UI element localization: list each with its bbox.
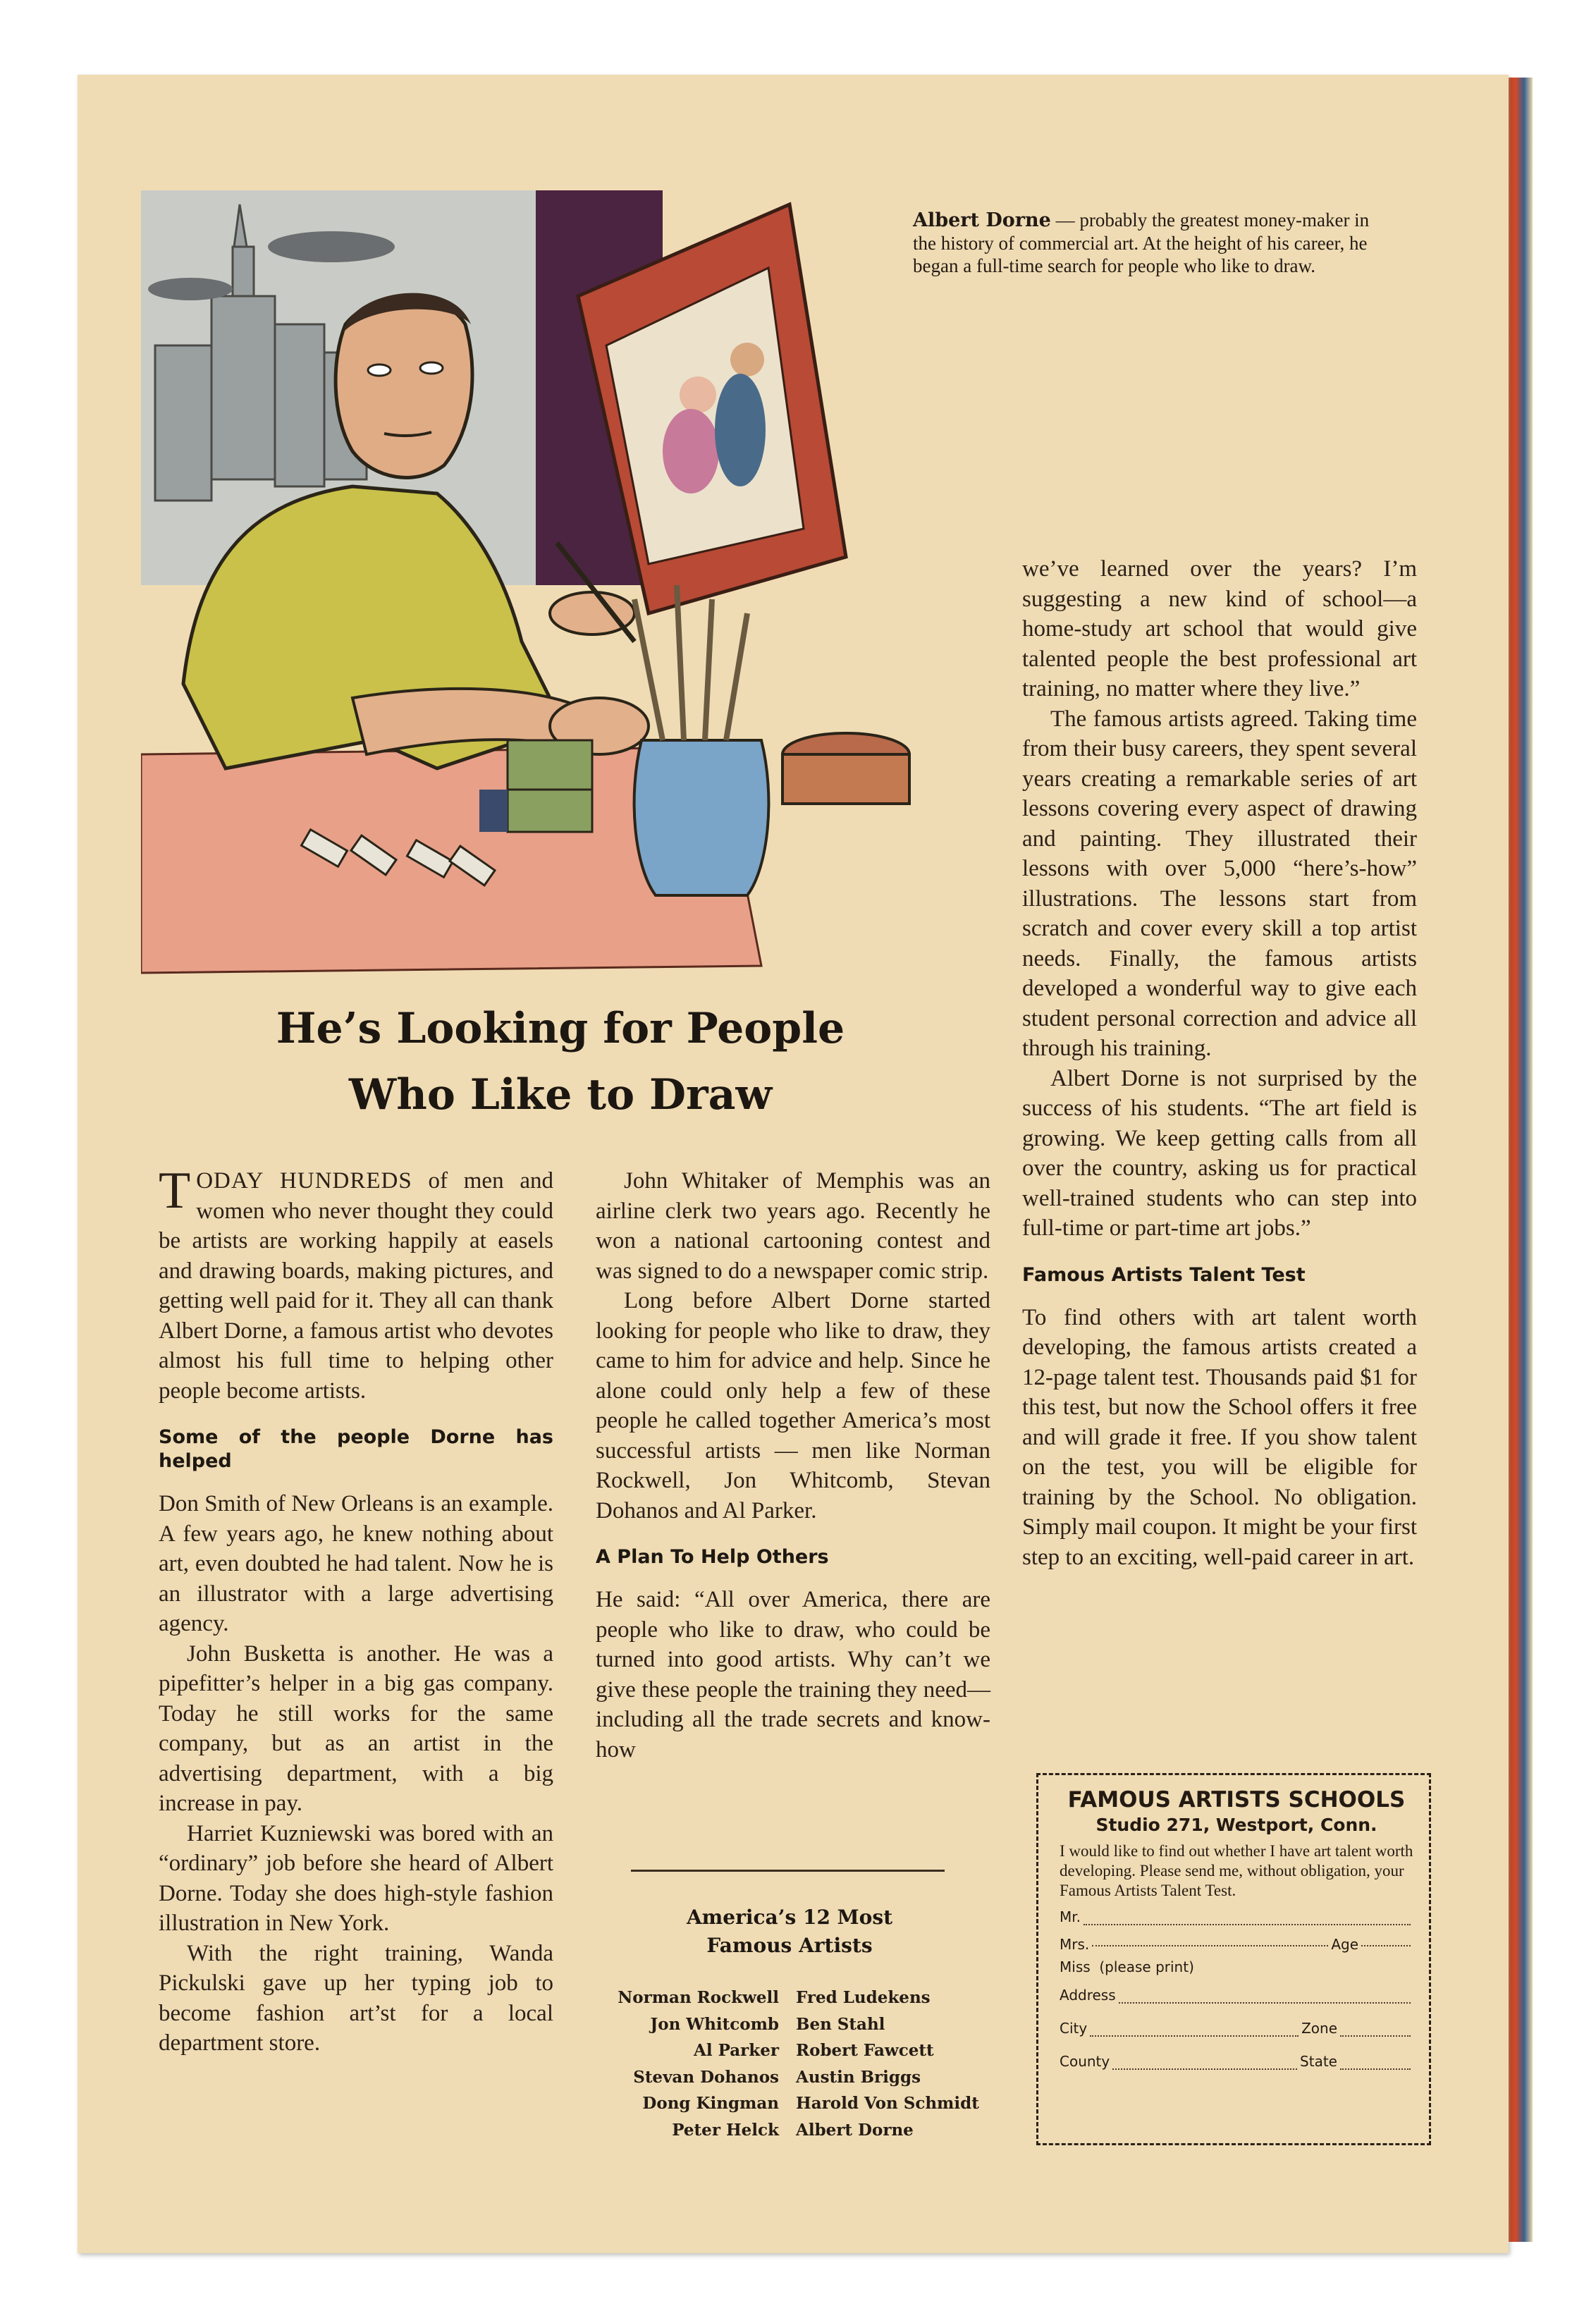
- field-label: State: [1300, 2053, 1337, 2070]
- artist-eye: [420, 362, 443, 374]
- coupon-field-mr[interactable]: [1060, 1901, 1413, 1934]
- cloud: [148, 278, 233, 300]
- artist-name: Al Parker: [694, 2041, 779, 2060]
- lead-caps: ODAY HUNDREDS: [196, 1168, 412, 1194]
- paragraph-talent-test: To find others with art talent worth developing, the famous artists created a 12-page talent test. Thousands paid $1 for this test, but now the School offers it free and will grade it free. If you show talent on the test, you will be eligible for training by the School. No obligation. Simply mail coupon. It might be your first step to an exciting, well-paid career in art.: [1022, 1304, 1417, 1570]
- coupon-field-address[interactable]: [1060, 1979, 1413, 2012]
- drop-cap: T: [159, 1162, 191, 1220]
- column-2: [596, 1166, 990, 1765]
- artist-name: Norman Rockwell: [618, 1988, 779, 2007]
- paragraph-harriet: Harriet Kuzniewski was bored with an “ordinary” job before she heard of Albert Dorne. Today she does high-style fashion illustration in New York.: [159, 1820, 553, 1936]
- field-note: (please print): [1099, 1958, 1194, 1975]
- name-line[interactable]: [1092, 1945, 1328, 1946]
- brush-jar-icon: [634, 585, 769, 895]
- coupon-body: I would like to find out whether I have art talent worth developing. Please send me, without obligation, your Famous Artists Talent Test.: [1060, 1842, 1413, 1899]
- artist-name: Dong Kingman: [642, 2094, 779, 2113]
- state-line[interactable]: [1340, 2068, 1411, 2070]
- artists-list: [596, 1985, 1005, 2143]
- headline: [208, 995, 913, 1128]
- subhead-talent-test: Famous Artists Talent Test: [1022, 1263, 1306, 1286]
- caption-name: Albert Dorne: [913, 209, 1051, 231]
- column-3: [1022, 554, 1417, 1572]
- artist-eye: [368, 364, 391, 376]
- field-label: County: [1060, 2053, 1110, 2070]
- coupon-title: FAMOUS ARTISTS SCHOOLS: [1067, 1787, 1406, 1813]
- comic-back-cover-page: [78, 75, 1509, 2253]
- artists-row: [596, 2064, 1005, 2091]
- paragraph-famous-artists-agreed: The famous artists agreed. Taking time from their busy careers, they spent several years creating a remarkable series of art lessons covering every aspect of drawing and painting. They illustrated their lessons with over 5,000 “here’s-how” illustrations. The lessons start from scratch and cover every skill a top artist needs. Finally, the famous artists developed a wonderful way to give each student personal correction and advice all through his training.: [1022, 706, 1417, 1061]
- artists-title-line-2: Famous Artists: [706, 1934, 873, 1957]
- divider-rule: [631, 1870, 945, 1872]
- coupon-field-county[interactable]: [1060, 2045, 1413, 2078]
- zone-line[interactable]: [1340, 2035, 1411, 2037]
- field-label: Mr.: [1060, 1908, 1081, 1925]
- palette-bowl-icon: [782, 733, 909, 804]
- field-label: Miss: [1060, 1958, 1091, 1975]
- field-label: Zone: [1301, 2020, 1337, 2037]
- coupon-field-mrs[interactable]: [1060, 1934, 1413, 1955]
- paragraph-long-before: Long before Albert Dorne started looking for people who like to draw, they came to him for advice and help. Since he alone could only help a few of these people he called together America’s most successful artists — men like Norman Rockwell, Jon Whitcomb, Stevan Dohanos and Al Parker.: [596, 1288, 990, 1523]
- intro-paragraph: [159, 1162, 553, 1406]
- name-line[interactable]: [1084, 1924, 1411, 1925]
- artists-row: [596, 2011, 1005, 2038]
- cloud: [268, 231, 395, 262]
- artists-title: [620, 1903, 959, 1960]
- subhead-plan: A Plan To Help Others: [596, 1546, 829, 1568]
- artist-name: Ben Stahl: [796, 2014, 885, 2034]
- field-label: Mrs.: [1060, 1936, 1090, 1953]
- artist-head: [336, 298, 472, 478]
- column-1: [159, 1162, 553, 2059]
- artist-name: Robert Fawcett: [796, 2041, 934, 2060]
- coupon-field-miss: [1060, 1955, 1413, 1979]
- artist-illustration: [141, 190, 973, 994]
- county-line[interactable]: [1112, 2068, 1297, 2070]
- mail-coupon[interactable]: [1036, 1773, 1431, 2145]
- artist-name: Jon Whitcomb: [650, 2014, 779, 2034]
- paragraph-not-surprised: Albert Dorne is not surprised by the success of his students. “The art field is growing. We keep getting calls from all over the country, asking us for practical well-trained students who can step into full-time or part-time art jobs.”: [1022, 1065, 1417, 1241]
- artists-row: [596, 2117, 1005, 2144]
- artist-name: Albert Dorne: [796, 2120, 914, 2140]
- paragraph-wanda: With the right training, Wanda Pickulski gave up her typing job to become fashion art’st for a local department store.: [159, 1940, 553, 2056]
- cover-edge: [1504, 78, 1533, 2242]
- field-label: City: [1060, 2020, 1088, 2037]
- paragraph-continuation: we’ve learned over the years? I’m suggesting a new kind of school—a home-study art school that would give talented people the best professional art training, no matter where they live.”: [1022, 556, 1417, 701]
- age-line[interactable]: [1361, 1945, 1411, 1946]
- paragraph-don-smith: Don Smith of New Orleans is an example. A few years ago, he knew nothing about art, even doubted he had talent. Now he is an illustrator with a large advertising agency.: [159, 1491, 553, 1636]
- artist-name: Peter Helck: [672, 2120, 779, 2140]
- artists-row: [596, 2037, 1005, 2064]
- headline-line-1: He’s Looking for People: [276, 1004, 845, 1053]
- subhead-people-helped: Some of the people Dorne has helped: [159, 1426, 553, 1472]
- paragraph-he-said: He said: “All over America, there are people who like to draw, who could be turned into good artists. Why can’t we give these people the training they need—including all the trade secrets and know-how: [596, 1587, 990, 1762]
- sketch-figure: [715, 374, 766, 486]
- artists-title-line-1: America’s 12 Most: [686, 1906, 893, 1929]
- sketch-figure: [680, 376, 716, 413]
- artist-name: Harold Von Schmidt: [796, 2094, 979, 2113]
- artist-name: Austin Briggs: [796, 2067, 921, 2087]
- intro-text: of men and women who never thought they could be artists are working happily at easels and drawing boards, making pictures, and getting well paid for it. They all can thank Albert Dorne, a famous artist who devotes almost his full time to helping other people become artists.: [159, 1168, 553, 1404]
- field-label: Address: [1060, 1987, 1116, 2004]
- artists-row: [596, 1985, 1005, 2011]
- paragraph-john-busketta: John Busketta is another. He was a pipefitter’s helper in a big gas company. Today he still works for the same company, but as an artist in the advertising department, with a big increase in pay.: [159, 1641, 553, 1816]
- field-label: Age: [1331, 1936, 1358, 1953]
- sketch-figure: [730, 343, 764, 376]
- coupon-field-city[interactable]: [1060, 2012, 1413, 2045]
- photo-caption: [913, 209, 1378, 277]
- address-line[interactable]: [1119, 2002, 1411, 2004]
- paragraph-john-whitaker: John Whitaker of Memphis was an airline clerk two years ago. Recently he won a national cartooning contest and was signed to do a newspaper comic strip.: [596, 1168, 990, 1284]
- sketch-figure: [663, 409, 719, 493]
- caption-text: — probably the greatest money-maker in the history of commercial art. At the height of his career, he began a full-time search for people who like to draw.: [913, 209, 1370, 276]
- headline-line-2: Who Like to Draw: [348, 1070, 773, 1120]
- artists-row: [596, 2090, 1005, 2117]
- city-line[interactable]: [1090, 2035, 1299, 2037]
- coupon-studio: Studio 271, Westport, Conn.: [1095, 1815, 1377, 1835]
- artist-name: Stevan Dohanos: [633, 2067, 779, 2087]
- artist-name: Fred Ludekens: [796, 1988, 931, 2007]
